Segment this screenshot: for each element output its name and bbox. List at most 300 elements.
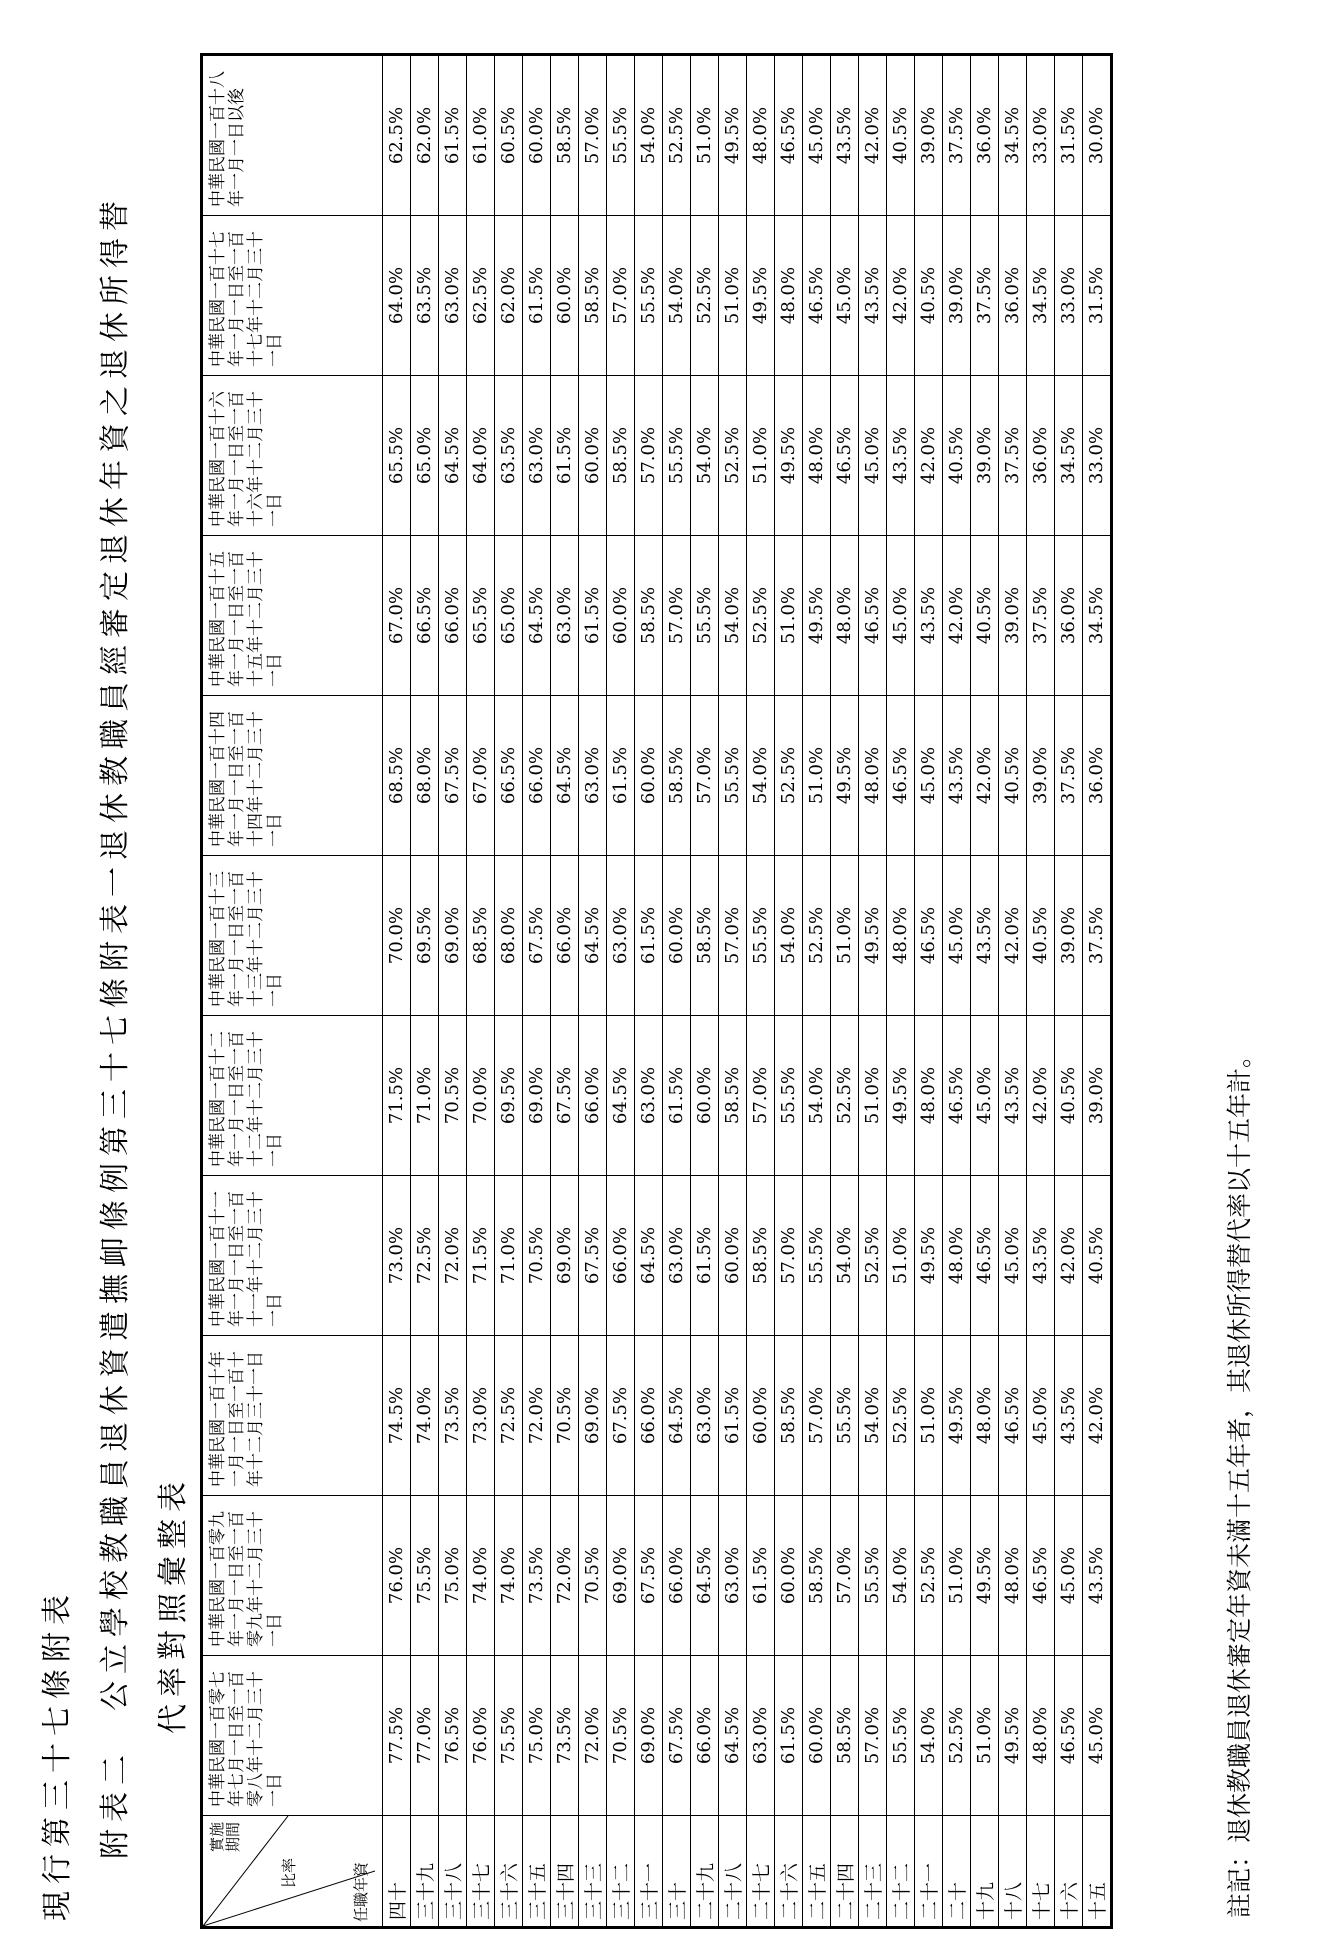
rate-cell: 55.5% [719,696,747,856]
rate-cell: 49.5% [887,1016,915,1176]
rate-cell: 60.0% [803,1656,831,1816]
footnote: 註記：退休教職員退休審定年資未滿十五年者，其退休所得替代率以十五年計。 [1225,1042,1254,1918]
rate-cell: 58.5% [551,55,579,216]
rate-cell: 76.5% [439,1656,467,1816]
rate-cell: 64.0% [467,376,495,536]
rate-cell: 58.5% [579,216,607,376]
rate-cell: 51.0% [943,1496,971,1656]
rate-cell: 73.5% [523,1496,551,1656]
rate-cell: 48.0% [971,1336,999,1496]
rate-cell: 57.0% [607,216,635,376]
period-header: 中華民國一百十二年一月一日至一百十二年十二月三十一日 [202,1016,383,1176]
rate-cell: 70.5% [439,1016,467,1176]
rate-cell: 60.0% [663,856,691,1016]
rate-cell: 45.0% [971,1016,999,1176]
table-row [887,55,915,1928]
rate-cell: 68.0% [495,856,523,1016]
rate-cell: 39.0% [971,376,999,536]
rate-cell: 67.0% [383,536,411,696]
rate-cell: 52.5% [859,1176,887,1336]
rate-cell: 65.0% [495,536,523,696]
years-label: 四十 [383,1816,411,1928]
rate-cell: 75.5% [411,1496,439,1656]
rate-cell: 51.0% [859,1016,887,1176]
years-label: 二十三 [859,1816,887,1928]
rate-cell: 55.5% [803,1176,831,1336]
rate-cell: 68.5% [467,856,495,1016]
rate-cell: 64.5% [635,1176,663,1336]
rate-cell: 54.0% [831,1176,859,1336]
years-label: 三十六 [495,1816,523,1928]
period-header: 中華民國一百十一年一月一日至一百十一年十二月三十一日 [202,1176,383,1336]
rate-cell: 42.0% [1083,1336,1112,1496]
table-row [691,55,719,1928]
rate-cell: 61.5% [635,856,663,1016]
rate-cell: 63.0% [579,696,607,856]
rate-cell: 52.5% [803,856,831,1016]
rate-cell: 64.5% [607,1016,635,1176]
rate-cell: 54.0% [775,856,803,1016]
rate-cell: 52.5% [915,1496,943,1656]
rate-cell: 52.5% [943,1656,971,1816]
rate-cell: 48.0% [915,1016,943,1176]
rate-cell: 70.5% [579,1496,607,1656]
rate-cell: 40.5% [915,216,943,376]
rate-cell: 39.0% [943,216,971,376]
rate-cell: 48.0% [1027,1656,1055,1816]
rate-cell: 61.5% [775,1656,803,1816]
rate-cell: 45.0% [1027,1336,1055,1496]
rate-cell: 65.5% [467,536,495,696]
rate-cell: 48.0% [747,55,775,216]
rate-cell: 52.5% [719,376,747,536]
rate-cell: 30.0% [1083,55,1112,216]
rate-cell: 45.0% [999,1176,1027,1336]
rate-cell: 60.0% [607,536,635,696]
rate-cell: 40.5% [1083,1176,1112,1336]
rate-cell: 36.0% [1055,536,1083,696]
years-label: 二十二 [887,1816,915,1928]
years-label: 二十 [943,1816,971,1928]
rate-cell: 45.0% [803,55,831,216]
table-row [607,55,635,1928]
rate-cell: 61.5% [439,55,467,216]
rate-cell: 72.5% [411,1176,439,1336]
rate-cell: 45.0% [1083,1656,1112,1816]
years-label: 十六 [1055,1816,1083,1928]
rate-cell: 31.5% [1083,216,1112,376]
rate-cell: 54.0% [915,1656,943,1816]
rate-cell: 58.5% [607,376,635,536]
rate-cell: 76.0% [383,1496,411,1656]
period-header: 中華民國一百十七年一月一日至一百十七年十二月三十一日 [202,216,383,376]
rate-cell: 46.5% [859,536,887,696]
rate-cell: 68.0% [411,696,439,856]
rate-cell: 66.5% [495,696,523,856]
rate-cell: 64.5% [439,376,467,536]
rate-cell: 70.5% [523,1176,551,1336]
rate-cell: 67.5% [607,1336,635,1496]
rate-cell: 63.0% [691,1336,719,1496]
rate-cell: 39.0% [1027,696,1055,856]
rate-cell: 76.0% [467,1656,495,1816]
years-label: 十五 [1083,1816,1112,1928]
rate-cell: 65.0% [411,376,439,536]
rate-cell: 66.0% [551,856,579,1016]
rate-cell: 71.0% [495,1176,523,1336]
rate-cell: 60.0% [691,1016,719,1176]
table-row [803,55,831,1928]
rate-cell: 33.0% [1055,216,1083,376]
corner-rate: 比率 [280,1857,298,1888]
rate-cell: 48.0% [859,696,887,856]
rate-cell: 55.5% [607,55,635,216]
rate-cell: 66.0% [663,1496,691,1656]
rate-cell: 57.0% [747,1016,775,1176]
period-header: 中華民國一百零七年七月一日至一百零八年十二月三十一日 [202,1656,383,1816]
rate-cell: 64.5% [663,1336,691,1496]
rate-cell: 75.0% [439,1496,467,1656]
rate-cell: 42.0% [943,536,971,696]
rate-cell: 58.5% [747,1176,775,1336]
rate-cell: 51.0% [831,856,859,1016]
rate-cell: 42.0% [887,216,915,376]
rate-cell: 67.5% [551,1016,579,1176]
rate-cell: 33.0% [1027,55,1055,216]
rate-cell: 37.5% [999,376,1027,536]
rate-cell: 37.5% [1027,536,1055,696]
rate-cell: 55.5% [663,376,691,536]
rate-cell: 64.5% [523,536,551,696]
rate-cell: 67.5% [579,1176,607,1336]
table-row [719,55,747,1928]
rate-cell: 43.5% [859,216,887,376]
rate-cell: 69.0% [579,1336,607,1496]
rate-cell: 46.5% [1055,1656,1083,1816]
rate-cell: 60.0% [775,1496,803,1656]
rate-cell: 63.0% [663,1176,691,1336]
rate-cell: 67.0% [467,696,495,856]
rate-cell: 57.0% [831,1496,859,1656]
rate-cell: 46.5% [915,856,943,1016]
rate-cell: 70.5% [551,1336,579,1496]
rate-cell: 43.5% [1083,1496,1112,1656]
years-label: 二十五 [803,1816,831,1928]
rate-cell: 54.0% [663,216,691,376]
table-row [495,55,523,1928]
rate-cell: 52.5% [831,1016,859,1176]
rate-cell: 65.5% [383,376,411,536]
rate-cell: 61.5% [523,216,551,376]
period-header: 中華民國一百十年一月一日至一百十年十二月三十一日 [202,1336,383,1496]
rate-cell: 66.5% [411,536,439,696]
rate-cell: 57.0% [579,55,607,216]
rate-cell: 58.5% [803,1496,831,1656]
rate-cell: 51.0% [691,55,719,216]
rate-cell: 43.5% [971,856,999,1016]
rate-cell: 62.0% [495,216,523,376]
table-row [915,55,943,1928]
rate-cell: 60.0% [523,55,551,216]
rate-cell: 66.0% [523,696,551,856]
rate-cell: 58.5% [691,856,719,1016]
rate-cell: 43.5% [831,55,859,216]
rate-cell: 63.0% [523,376,551,536]
rate-cell: 48.0% [887,856,915,1016]
years-label: 二十一 [915,1816,943,1928]
rate-cell: 66.0% [691,1656,719,1816]
period-header: 中華民國一百十四年一月一日至一百十四年十二月三十一日 [202,696,383,856]
rate-cell: 54.0% [635,55,663,216]
rate-cell: 64.0% [383,216,411,376]
years-label: 三十 [663,1816,691,1928]
rate-cell: 49.5% [775,376,803,536]
table-row [747,55,775,1928]
rate-cell: 61.5% [691,1176,719,1336]
table-row [439,55,467,1928]
title-line-2: 附表二 公立學校教職員退休資遣撫卹條例第三十七條附表一退休教職員經審定退休年資之退休所得替 [98,194,133,1859]
rate-cell: 66.0% [579,1016,607,1176]
rate-cell: 69.0% [635,1656,663,1816]
years-label: 三十七 [467,1816,495,1928]
rate-cell: 45.0% [859,376,887,536]
rate-cell: 42.0% [915,376,943,536]
rate-cell: 74.5% [383,1336,411,1496]
title-line-3: 代率對照彙整表 [156,1475,191,1734]
table-row [551,55,579,1928]
rate-cell: 63.0% [439,216,467,376]
rate-cell: 46.5% [803,216,831,376]
rate-cell: 67.5% [663,1656,691,1816]
rate-cell: 51.0% [887,1176,915,1336]
rate-cell: 55.5% [635,216,663,376]
rate-cell: 49.5% [915,1176,943,1336]
rate-cell: 51.0% [747,376,775,536]
rate-cell: 63.5% [495,376,523,536]
rate-cell: 63.0% [719,1496,747,1656]
rate-cell: 46.5% [1027,1496,1055,1656]
rate-cell: 73.0% [467,1336,495,1496]
rate-cell: 60.0% [635,696,663,856]
rate-cell: 57.0% [663,536,691,696]
period-header: 中華民國一百十三年一月一日至一百十三年十二月三十一日 [202,856,383,1016]
years-label: 三十一 [635,1816,663,1928]
rate-cell: 62.0% [411,55,439,216]
rate-cell: 45.0% [831,216,859,376]
rate-cell: 74.0% [411,1336,439,1496]
rate-cell: 61.5% [551,376,579,536]
rate-cell: 43.5% [887,376,915,536]
rate-cell: 77.5% [383,1656,411,1816]
rate-cell: 34.5% [1083,536,1112,696]
rate-cell: 60.0% [747,1336,775,1496]
rate-cell: 60.0% [579,376,607,536]
rate-cell: 77.0% [411,1656,439,1816]
rate-cell: 74.0% [495,1496,523,1656]
rate-cell: 43.5% [1027,1176,1055,1336]
rate-cell: 45.0% [887,536,915,696]
rate-cell: 48.0% [803,376,831,536]
rate-cell: 63.0% [551,536,579,696]
rate-cell: 55.5% [691,536,719,696]
rate-cell: 57.0% [775,1176,803,1336]
rate-cell: 43.5% [915,536,943,696]
rate-cell: 57.0% [719,856,747,1016]
rate-cell: 70.0% [467,1016,495,1176]
years-label: 十八 [999,1816,1027,1928]
table-row [1083,55,1112,1928]
rate-cell: 52.5% [775,696,803,856]
rate-cell: 55.5% [775,1016,803,1176]
rate-cell: 66.0% [635,1336,663,1496]
table-row [467,55,495,1928]
rate-cell: 66.0% [607,1176,635,1336]
rate-cell: 55.5% [747,856,775,1016]
table-row [383,55,411,1928]
years-label: 二十六 [775,1816,803,1928]
rate-cell: 39.0% [915,55,943,216]
rate-cell: 36.0% [971,55,999,216]
table-row [831,55,859,1928]
rate-cell: 63.0% [635,1016,663,1176]
rate-cell: 46.5% [971,1176,999,1336]
rate-cell: 49.5% [971,1496,999,1656]
table-row [1055,55,1083,1928]
rate-cell: 74.0% [467,1496,495,1656]
rate-cell: 51.0% [803,696,831,856]
years-label: 十九 [971,1816,999,1928]
years-label: 三十九 [411,1816,439,1928]
rate-cell: 48.0% [943,1176,971,1336]
corner-header [202,1816,383,1928]
rate-cell: 46.5% [999,1336,1027,1496]
corner-period: 實施期間 [208,1822,242,1853]
rate-cell: 62.5% [383,55,411,216]
table-row [635,55,663,1928]
rate-cell: 71.5% [467,1176,495,1336]
rate-cell: 51.0% [915,1336,943,1496]
rate-cell: 52.5% [691,216,719,376]
rate-cell: 49.5% [747,216,775,376]
rate-cell: 57.0% [635,376,663,536]
rate-cell: 34.5% [1055,376,1083,536]
rate-cell: 61.5% [663,1016,691,1176]
rate-cell: 57.0% [691,696,719,856]
rate-cell: 73.5% [439,1336,467,1496]
period-header: 中華民國一百十五年一月一日至一百十五年十二月三十一日 [202,536,383,696]
rate-cell: 54.0% [859,1336,887,1496]
rate-cell: 64.5% [551,696,579,856]
rate-cell: 60.5% [495,55,523,216]
table-row [1027,55,1055,1928]
rate-cell: 40.5% [1027,856,1055,1016]
rate-cell: 49.5% [719,55,747,216]
rate-cell: 75.5% [495,1656,523,1816]
header-row [202,55,383,1928]
rate-cell: 51.0% [971,1656,999,1816]
rate-cell: 52.5% [747,536,775,696]
rate-cell: 54.0% [691,376,719,536]
rate-cell: 71.5% [383,1016,411,1176]
rate-cell: 33.0% [1083,376,1112,536]
rate-cell: 42.0% [1055,1176,1083,1336]
rate-cell: 72.0% [551,1496,579,1656]
rate-cell: 68.5% [383,696,411,856]
years-label: 二十八 [719,1816,747,1928]
rate-cell: 42.0% [1027,1016,1055,1176]
rate-cell: 36.0% [1027,376,1055,536]
rate-cell: 54.0% [719,536,747,696]
rate-cell: 31.5% [1055,55,1083,216]
rate-cell: 39.0% [1083,1016,1112,1176]
rate-cell: 45.0% [1055,1496,1083,1656]
years-label: 二十七 [747,1816,775,1928]
rate-cell: 60.0% [551,216,579,376]
rate-cell: 61.5% [747,1496,775,1656]
rate-cell: 66.0% [439,536,467,696]
rate-cell: 71.0% [411,1016,439,1176]
rate-cell: 63.0% [607,856,635,1016]
rate-cell: 54.0% [747,696,775,856]
rate-cell: 48.0% [775,216,803,376]
rate-cell: 69.0% [523,1016,551,1176]
rate-cell: 42.0% [971,696,999,856]
years-label: 三十二 [607,1816,635,1928]
rate-cell: 61.0% [467,55,495,216]
rate-cell: 49.5% [859,856,887,1016]
rate-cell: 72.0% [579,1656,607,1816]
rate-cell: 64.5% [719,1656,747,1816]
rate-cell: 61.5% [579,536,607,696]
rate-cell: 37.5% [943,55,971,216]
rate-cell: 73.0% [383,1176,411,1336]
rate-cell: 49.5% [831,696,859,856]
rate-cell: 36.0% [999,216,1027,376]
rate-cell: 48.0% [999,1496,1027,1656]
rate-cell: 72.0% [523,1336,551,1496]
years-label: 二十四 [831,1816,859,1928]
rate-cell: 43.5% [999,1016,1027,1176]
rate-cell: 69.0% [607,1496,635,1656]
rate-cell: 40.5% [943,376,971,536]
table-row [859,55,887,1928]
table-row [663,55,691,1928]
rate-cell: 37.5% [971,216,999,376]
rate-cell: 67.5% [439,696,467,856]
table-body [383,55,1112,1928]
table-row [579,55,607,1928]
rate-cell: 67.5% [523,856,551,1016]
table-row [999,55,1027,1928]
rate-cell: 58.5% [635,536,663,696]
rate-cell: 40.5% [887,55,915,216]
table-row [943,55,971,1928]
rate-cell: 70.0% [383,856,411,1016]
years-label: 三十四 [551,1816,579,1928]
rate-cell: 51.0% [775,536,803,696]
table-row [411,55,439,1928]
rate-cell: 46.5% [943,1016,971,1176]
rate-cell: 57.0% [859,1656,887,1816]
rate-cell: 39.0% [1055,856,1083,1016]
rate-cell: 63.0% [747,1656,775,1816]
rate-cell: 36.0% [1083,696,1112,856]
table-row [775,55,803,1928]
table-row [523,55,551,1928]
rate-cell: 72.5% [495,1336,523,1496]
years-label: 十七 [1027,1816,1055,1928]
rate-cell: 40.5% [999,696,1027,856]
